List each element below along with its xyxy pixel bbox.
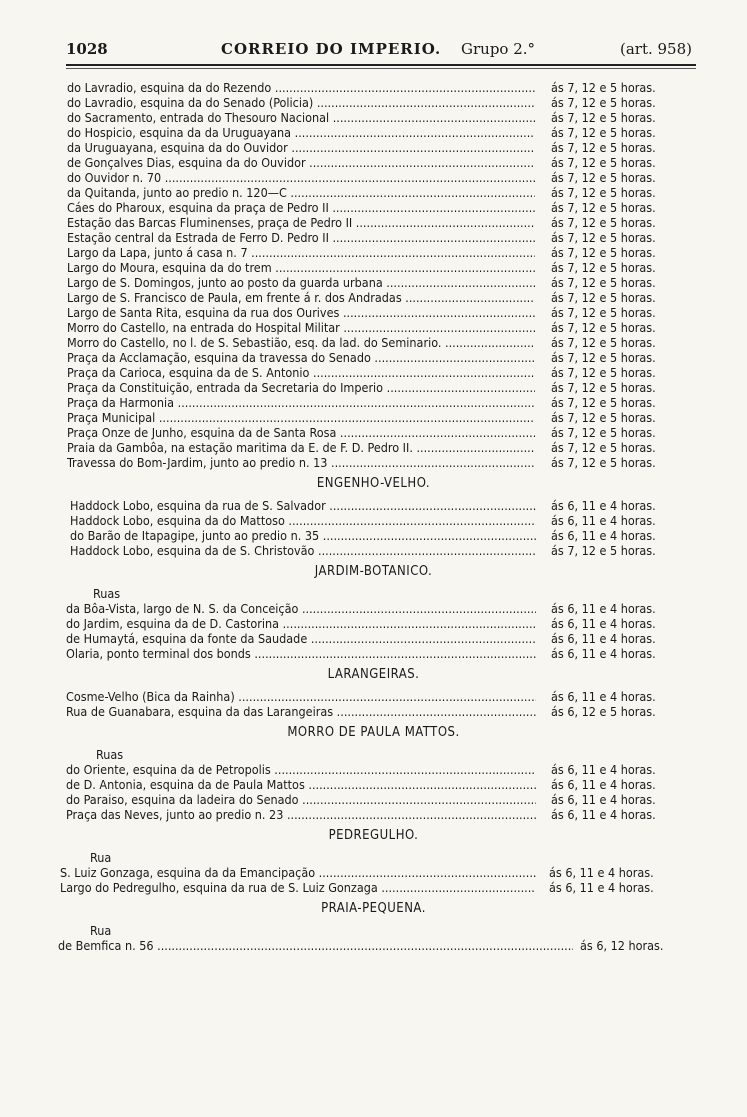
collection-hours: ás 7, 12 e 5 horas. <box>551 543 656 558</box>
location-text: de Humaytá, esquina da fonte da Saudade ..... <box>66 631 536 646</box>
location-text: Haddock Lobo, esquina da do Mattoso ..... <box>70 513 536 528</box>
collection-hours: ás 7, 12 e 5 horas. <box>551 185 656 200</box>
collection-hours: ás 6, 11 e 4 horas. <box>551 762 656 777</box>
location-row <box>0 880 747 895</box>
location-text: Praia da Gambôa, na estação maritima da E. de F. D. Pedro II. ..... <box>67 440 535 455</box>
location-text: Morro do Castello, no l. de S. Sebastião, esq. da lad. do Seminario. ..... <box>67 335 535 350</box>
collection-hours: ás 6, 11 e 4 horas. <box>551 616 656 631</box>
location-text: Praça das Neves, junto ao predio n. 23 ..... <box>66 807 536 822</box>
location-text: Praça da Constituição, entrada da Secretaria do Imperio ..... <box>67 380 535 395</box>
location-text: Praça da Harmonia ..... <box>67 395 535 410</box>
collection-hours: ás 6, 11 e 4 horas. <box>549 865 654 880</box>
location-text: da Quitanda, junto ao predio n. 120—C ..... <box>67 185 535 200</box>
location-row <box>0 807 747 822</box>
collection-hours: ás 6, 12 e 5 horas. <box>551 704 656 719</box>
location-text: do Hospicio, esquina da da Uruguayana ..... <box>67 125 535 140</box>
location-row <box>0 689 747 704</box>
collection-hours: ás 7, 12 e 5 horas. <box>551 230 656 245</box>
location-row <box>0 155 747 170</box>
location-row <box>0 215 747 230</box>
location-row <box>0 777 747 792</box>
location-row <box>0 762 747 777</box>
collection-hours: ás 6, 11 e 4 horas. <box>551 792 656 807</box>
location-row <box>0 125 747 140</box>
location-text: Cáes do Pharoux, esquina da praça de Pedro II ..... <box>67 200 535 215</box>
location-row <box>0 704 747 719</box>
collection-hours: ás 7, 12 e 5 horas. <box>551 425 656 440</box>
location-text: Praça da Carioca, esquina da de S. Antonio ..... <box>67 365 535 380</box>
location-text: Haddock Lobo, esquina da rua de S. Salvador ..... <box>70 498 536 513</box>
location-text: Cosme-Velho (Bica da Rainha) ..... <box>66 689 536 704</box>
mailbox-list <box>0 80 747 953</box>
location-row <box>0 95 747 110</box>
collection-hours: ás 6, 11 e 4 horas. <box>551 631 656 646</box>
location-row <box>0 200 747 215</box>
collection-hours: ás 6, 11 e 4 horas. <box>551 601 656 616</box>
collection-hours: ás 6, 11 e 4 horas. <box>551 513 656 528</box>
location-text: Morro do Castello, na entrada do Hospital Militar ..... <box>67 320 535 335</box>
location-row <box>0 305 747 320</box>
location-row <box>0 140 747 155</box>
collection-hours: ás 7, 12 e 5 horas. <box>551 95 656 110</box>
location-text: de D. Antonia, esquina da de Paula Mattos ..... <box>66 777 536 792</box>
location-text: do Paraiso, esquina da ladeira do Senado ..... <box>66 792 536 807</box>
collection-hours: ás 7, 12 e 5 horas. <box>551 200 656 215</box>
location-text: do Barão de Itapagipe, junto ao predio n. 35 ..... <box>70 528 536 543</box>
collection-hours: ás 7, 12 e 5 horas. <box>551 110 656 125</box>
street-type-label <box>0 586 747 601</box>
location-row <box>0 440 747 455</box>
location-row <box>0 601 747 616</box>
street-type-label <box>0 747 747 762</box>
street-type-text: Ruas <box>93 586 121 601</box>
collection-hours: ás 7, 12 e 5 horas. <box>551 440 656 455</box>
location-row <box>0 245 747 260</box>
location-row <box>0 365 747 380</box>
collection-hours: ás 7, 12 e 5 horas. <box>551 155 656 170</box>
location-text: Rua de Guanabara, esquina da das Larangeiras ..... <box>66 704 536 719</box>
location-row <box>0 410 747 425</box>
location-text: Travessa do Bom-Jardim, junto ao predio n. 13 ..... <box>67 455 535 470</box>
location-row <box>0 528 747 543</box>
collection-hours: ás 6, 11 e 4 horas. <box>551 689 656 704</box>
article-reference: (art. 958) <box>619 40 692 58</box>
collection-hours: ás 7, 12 e 5 horas. <box>551 380 656 395</box>
street-type-label <box>0 923 747 938</box>
location-row <box>0 260 747 275</box>
location-text: Estação das Barcas Fluminenses, praça de Pedro II ..... <box>67 215 535 230</box>
location-row <box>0 865 747 880</box>
collection-hours: ás 6, 12 horas. <box>580 938 664 953</box>
location-row <box>0 320 747 335</box>
collection-hours: ás 6, 11 e 4 horas. <box>549 880 654 895</box>
collection-hours: ás 6, 11 e 4 horas. <box>551 807 656 822</box>
location-row <box>0 230 747 245</box>
location-row <box>0 110 747 125</box>
location-text: Largo de S. Francisco de Paula, em frente á r. dos Andradas ..... <box>67 290 535 305</box>
section-heading: JARDIM-BOTANICO. <box>314 564 433 579</box>
location-text: Praça da Acclamação, esquina da travessa do Senado ..... <box>67 350 535 365</box>
section-heading: MORRO DE PAULA MATTOS. <box>287 725 460 740</box>
collection-hours: ás 6, 11 e 4 horas. <box>551 528 656 543</box>
location-row <box>0 543 747 558</box>
location-row <box>0 275 747 290</box>
location-row <box>0 335 747 350</box>
location-row <box>0 395 747 410</box>
collection-hours: ás 7, 12 e 5 horas. <box>551 260 656 275</box>
location-row <box>0 425 747 440</box>
street-type-text: Ruas <box>96 747 124 762</box>
collection-hours: ás 7, 12 e 5 horas. <box>551 335 656 350</box>
section-heading: LARANGEIRAS. <box>327 667 420 682</box>
location-row <box>0 350 747 365</box>
street-type-text: Rua <box>90 923 112 938</box>
location-text: do Sacramento, entrada do Thesouro Nacional ..... <box>67 110 535 125</box>
header-rule <box>66 64 696 66</box>
location-text: Largo da Lapa, junto á casa n. 7 ..... <box>67 245 535 260</box>
location-row <box>0 513 747 528</box>
section-heading: PEDREGULHO. <box>328 828 419 843</box>
group-label: Grupo 2.° <box>461 40 536 58</box>
collection-hours: ás 7, 12 e 5 horas. <box>551 305 656 320</box>
location-row <box>0 646 747 661</box>
location-row <box>0 380 747 395</box>
collection-hours: ás 7, 12 e 5 horas. <box>551 365 656 380</box>
location-text: de Bemfica n. 56 ..... <box>58 938 573 953</box>
location-text: de Gonçalves Dias, esquina da do Ouvidor ..... <box>67 155 535 170</box>
collection-hours: ás 7, 12 e 5 horas. <box>551 455 656 470</box>
location-text: Largo do Moura, esquina da do trem ..... <box>67 260 535 275</box>
collection-hours: ás 6, 11 e 4 horas. <box>551 777 656 792</box>
collection-hours: ás 7, 12 e 5 horas. <box>551 170 656 185</box>
collection-hours: ás 7, 12 e 5 horas. <box>551 125 656 140</box>
location-text: Praça Onze de Junho, esquina da de Santa Rosa ..... <box>67 425 535 440</box>
collection-hours: ás 6, 11 e 4 horas. <box>551 646 656 661</box>
location-text: Largo de Santa Rita, esquina da rua dos Ourives ..... <box>67 305 535 320</box>
location-row <box>0 792 747 807</box>
location-text: Largo do Pedregulho, esquina da rua de S. Luiz Gonzaga ..... <box>60 880 536 895</box>
location-row <box>0 616 747 631</box>
location-text: do Lavradio, esquina da do Senado (Policia) ..... <box>67 95 535 110</box>
collection-hours: ás 7, 12 e 5 horas. <box>551 140 656 155</box>
street-type-text: Rua <box>90 850 112 865</box>
location-text: S. Luiz Gonzaga, esquina da da Emancipação ..... <box>60 865 536 880</box>
location-row <box>0 185 747 200</box>
location-text: Praça Municipal ..... <box>67 410 535 425</box>
location-text: do Ouvidor n. 70 ..... <box>67 170 535 185</box>
collection-hours: ás 7, 12 e 5 horas. <box>551 395 656 410</box>
location-text: do Oriente, esquina da de Petropolis ..... <box>66 762 536 777</box>
collection-hours: ás 7, 12 e 5 horas. <box>551 80 656 95</box>
collection-hours: ás 7, 12 e 5 horas. <box>551 275 656 290</box>
section-heading: PRAIA-PEQUENA. <box>321 901 426 916</box>
location-row <box>0 290 747 305</box>
collection-hours: ás 7, 12 e 5 horas. <box>551 350 656 365</box>
location-text: Largo de S. Domingos, junto ao posto da guarda urbana ..... <box>67 275 535 290</box>
collection-hours: ás 7, 12 e 5 horas. <box>551 320 656 335</box>
page-number: 1028 <box>66 40 108 58</box>
location-text: da Bôa-Vista, largo de N. S. da Conceição ..... <box>66 601 536 616</box>
section-heading: ENGENHO-VELHO. <box>316 476 431 491</box>
location-row <box>0 938 747 953</box>
collection-hours: ás 7, 12 e 5 horas. <box>551 215 656 230</box>
page-header <box>66 40 692 62</box>
collection-hours: ás 7, 12 e 5 horas. <box>551 245 656 260</box>
street-type-label <box>0 850 747 865</box>
location-row <box>0 498 747 513</box>
header-rule-thin <box>66 68 696 69</box>
location-text: do Jardim, esquina da de D. Castorina ..... <box>66 616 536 631</box>
location-row <box>0 80 747 95</box>
location-text: Estação central da Estrada de Ferro D. Pedro II ..... <box>67 230 535 245</box>
collection-hours: ás 7, 12 e 5 horas. <box>551 410 656 425</box>
location-row <box>0 170 747 185</box>
collection-hours: ás 7, 12 e 5 horas. <box>551 290 656 305</box>
collection-hours: ás 6, 11 e 4 horas. <box>551 498 656 513</box>
location-row <box>0 455 747 470</box>
location-text: do Lavradio, esquina da do Rezendo ..... <box>67 80 535 95</box>
location-text: da Uruguayana, esquina da do Ouvidor ..... <box>67 140 535 155</box>
location-text: Olaria, ponto terminal dos bonds ..... <box>66 646 536 661</box>
location-row <box>0 631 747 646</box>
location-text: Haddock Lobo, esquina da de S. Christovão ..... <box>70 543 536 558</box>
running-title: CORREIO DO IMPERIO. <box>221 40 442 58</box>
